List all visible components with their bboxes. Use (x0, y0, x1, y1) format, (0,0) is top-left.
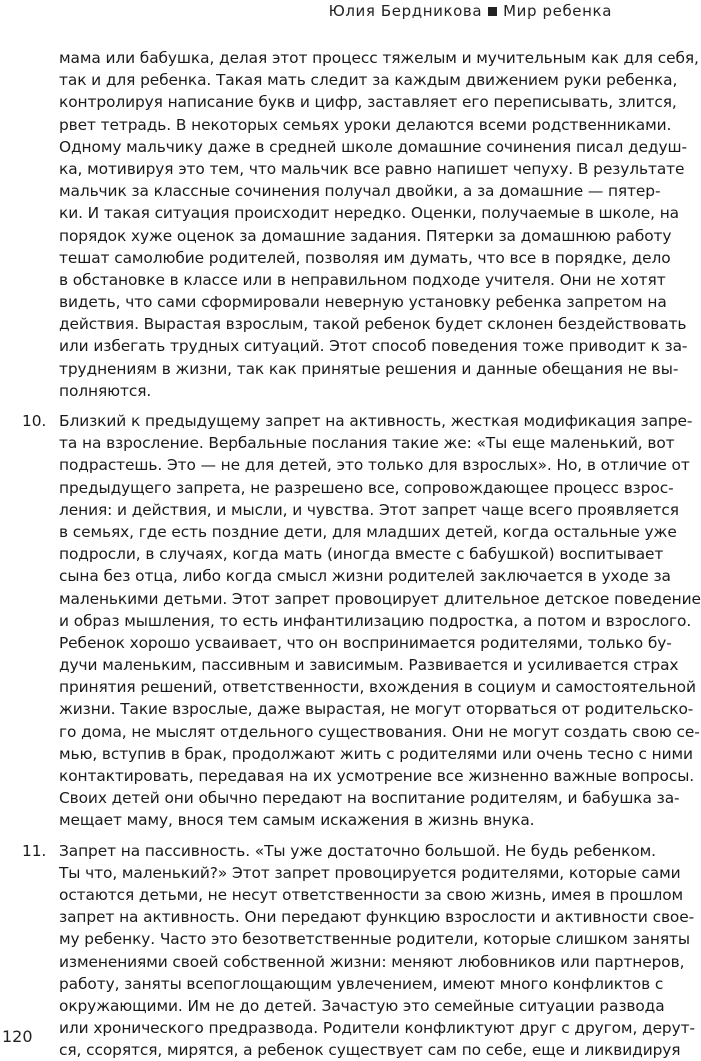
text-line: тешат самолюбие родителей, позволяя им думать, что все в порядке, дело (59, 248, 671, 267)
text-line: го дома, не мыслят отдельного существования. Они не могут создать свою се- (59, 722, 700, 741)
list-item-number: 10. (22, 412, 47, 430)
list-item-number: 11. (22, 841, 47, 860)
text-line: изменениями своей собственной жизни: меняют любовников или партнеров, (59, 952, 685, 971)
text-line: видеть, что сами сформировали неверную установку ребенка запретом на (59, 293, 667, 312)
running-head (329, 2, 612, 20)
text-line: ка, мотивируя это тем, что мальчик все равно напишет чепуху. В результате (59, 159, 685, 178)
text-line: та на взросление. Вербальные послания такие же: «Ты еще маленький, вот (59, 434, 675, 453)
text-line: Ты что, маленький?» Этот запрет провоцируется родителями, которые сами (59, 863, 681, 882)
text-line: в семьях, где есть поздние дети, для младших детей, когда остальные уже (59, 522, 677, 541)
text-line: или хронического предразвода. Родители конфликтуют друг с другом, дерут- (59, 1019, 695, 1038)
text-line: жизни. Такие взрослые, даже вырастая, не могут оторваться от родительско- (59, 700, 694, 719)
text-line: в обстановке в классе или в неправильном подходе учителя. Они не хотят (59, 270, 666, 289)
text-line: контролируя написание букв и цифр, заставляет его переписывать, злится, (59, 93, 677, 112)
text-line: контактировать, передавая на их усмотрение все жизненно важные вопросы. (59, 767, 695, 785)
continued-paragraph (22, 47, 699, 402)
text-line: работу, заняты всепоглощающим увлечением, имеют много конфликтов с (59, 974, 664, 993)
text-line: мальчик за классные сочинения получал двойки, а за домашние — пятер- (59, 182, 661, 201)
list-item-11 (22, 840, 695, 1061)
text-line: предыдущего запрета, не разрешено все, сопровождающее процесс взрос- (59, 478, 674, 497)
text-line: мещает маму, внося тем самым искажения в жизнь внука. (59, 811, 535, 830)
separator-square-icon (488, 7, 497, 16)
text-line: сына без отца, либо когда смысл жизни родителей заключается в уходе за (59, 567, 671, 586)
text-line: окружающими. Им не до детей. Зачастую это семейные ситуации развода (59, 996, 665, 1015)
text-line: ления: и действия, и мысли, и чувства. Этот запрет чаще всего проявляется (59, 500, 679, 519)
page-body (22, 47, 701, 1061)
text-line: порядок хуже оценок за домашние задания. Пятерки за домашнюю работу (59, 226, 672, 245)
text-line: маленькими детьми. Этот запрет провоцирует длительное детское поведение (59, 589, 701, 608)
text-line: мама или бабушка, делая этот процесс тяжелым и мучительным как для себя, (59, 49, 699, 67)
text-line: ся, ссорятся, мирятся, а ребенок существует сам по себе, еще и ликвидируя (59, 1041, 681, 1060)
text-line: Запрет на пассивность. «Ты уже достаточно большой. Не будь ребенком. (59, 841, 656, 860)
text-line: Своих детей они обычно передают на воспитание родителям, и бабушка за- (59, 789, 680, 808)
text-line: и образ мышления, то есть инфантилизацию подростка, а потом и взрослого. (59, 611, 692, 630)
text-line: Ребенок хорошо усваивает, что он воспринимается родителями, только бу- (59, 633, 672, 652)
list-item-10 (22, 410, 701, 832)
text-line: мью, вступив в брак, продолжают жить с родителями или очень тесно с ними (59, 744, 693, 763)
text-line: ки. И такая ситуация происходит нередко. Оценки, получаемые в школе, на (59, 204, 679, 223)
text-line: так и для ребенка. Такая мать следит за каждым движением руки ребенка, (59, 71, 678, 90)
text-line: рвет тетрадь. В некоторых семьях уроки делаются всеми родственниками. (59, 115, 672, 134)
page-number: 120 (2, 1027, 33, 1046)
book-title: Мир ребенка (503, 2, 612, 20)
text-line: действия. Вырастая взрослым, такой ребенок будет склонен бездействовать (59, 315, 687, 334)
author-name: Юлия Бердникова (328, 2, 483, 20)
text-line: полняются. (59, 381, 152, 400)
text-line: подрастешь. Это — не для детей, это только для взрослых». Но, в отличие от (59, 456, 690, 475)
text-line: остаются детьми, не несут ответственности за свою жизнь, имея в прошлом (59, 885, 684, 904)
text-line: труднениям в жизни, так как принятые решения и данные обещания не вы- (59, 359, 679, 378)
text-line: Близкий к предыдущему запрет на активность, жесткая модификация запре- (59, 412, 693, 430)
text-line: принятия решений, ответственности, вхождения в социум и самостоятельной (59, 678, 696, 697)
text-line: дучи маленьким, пассивным и зависимым. Развивается и усиливается страх (59, 656, 679, 675)
text-line: запрет на активность. Они передают функцию взрослости и активности свое- (59, 908, 695, 927)
text-line: му ребенку. Часто это безответственные родители, которые слишком заняты (59, 930, 690, 949)
text-line: подросли, в случаях, когда мать (иногда вместе с бабушкой) воспитывает (59, 545, 664, 564)
text-line: или избегать трудных ситуаций. Этот способ поведения тоже приводит к за- (59, 337, 688, 356)
text-line: Одному мальчику даже в средней школе домашние сочинения писал дедуш- (59, 137, 687, 156)
